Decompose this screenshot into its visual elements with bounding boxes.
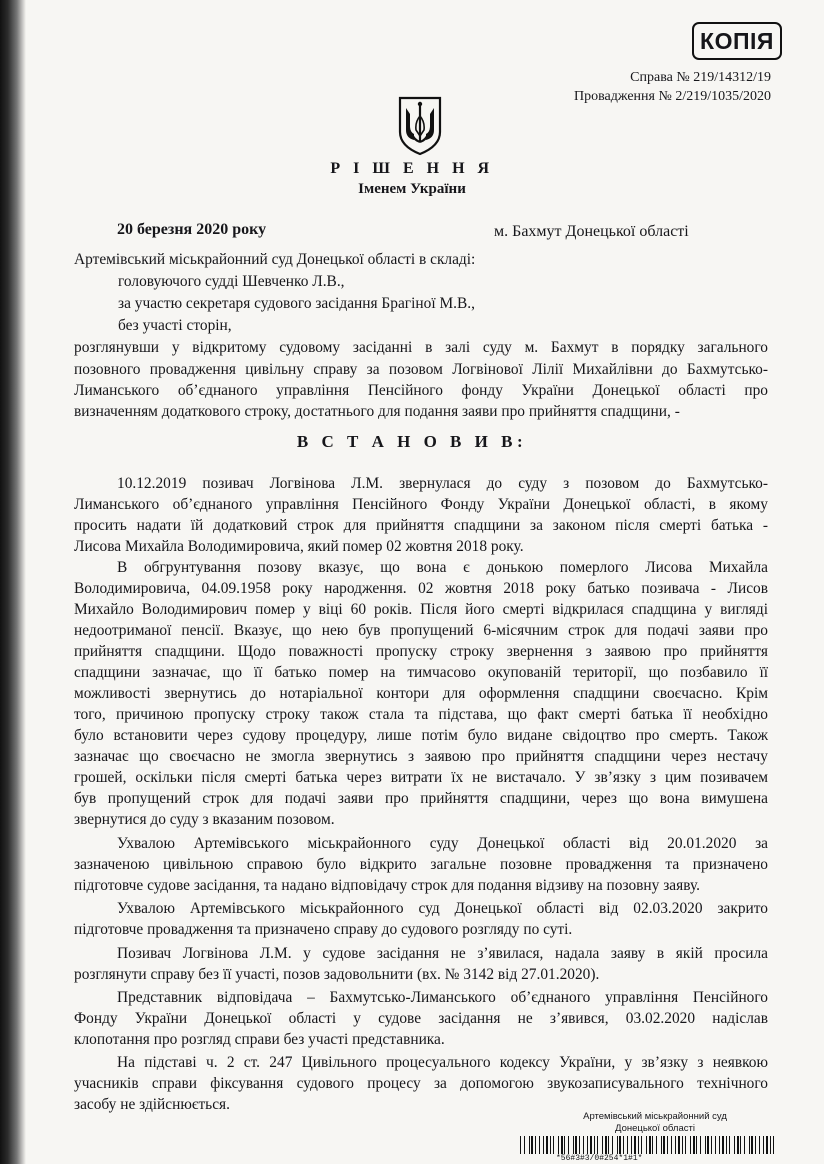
footer-court-line: Донецької області [615, 1123, 695, 1134]
body-line: підготовче судове засідання, та надано відповідачу строк для подання відзиву на позовну заяву. [74, 877, 700, 894]
body-line: грошей, оскільки після смерті батька через витрати їх не вистачало. У зв’язку з цим позивачем [74, 769, 768, 786]
proceeding-number: Провадження № 2/219/1035/2020 [573, 89, 771, 104]
intro-line: Артемівський міськрайонний суд Донецької області в складі: [74, 251, 476, 268]
intro-line: визначенням додаткового строку, достатнього для подання заяви про прийняття спадщини, - [74, 403, 680, 420]
body-line: просить надати їй додатковий строк для прийняття спадщини за законом після смерті батька - [74, 517, 768, 534]
copy-stamp: КОПІЯ [692, 22, 782, 60]
body-line: Позивач Логвінова Л.М. у судове засідання не з’явилася, надала заяву в якій просила [117, 945, 768, 962]
body-line: На підставі ч. 2 ст. 247 Цивільного процесуального кодексу України, у зв’язку з неявкою [117, 1054, 768, 1071]
body-line: Лисова Михайла Володимировича, який помер 02 жовтня 2018 року. [74, 538, 524, 555]
body-line: В обгрунтування позову вказує, що вона є донькою померлого Лисова Михайла [117, 559, 768, 576]
footer-court-line: Артемівський міськрайонний суд [583, 1111, 727, 1122]
body-line: зазначає що своєчасно не змогла звернутись з заявою про прийняття спадщини через нестачу [74, 748, 768, 765]
body-line: був пропущений строк для подачі заяви про прийняття спадщини, через що вона вимушена [74, 790, 768, 807]
body-line: Володимировича, 04.09.1958 року народження. 02 жовтня 2018 року батько позивача - Лисов [74, 580, 768, 597]
barcode-icon [520, 1136, 776, 1154]
decision-city: м. Бахмут Донецької області [494, 223, 689, 240]
body-line: Представник відповідача – Бахмутсько-Лиманського об’єднаного управління Пенсійного [117, 989, 768, 1006]
body-line: недоотриманої пенсії. Вказує, що нею був пропущений 6-місячним строк для подачі заяви про [74, 622, 768, 639]
body-line: було встановити через судову процедуру, лише потім було видане свідоцтво про смерть. Також [74, 727, 768, 744]
document-subtitle: Іменем України [358, 181, 466, 197]
body-line: клопотання про розгляд справи без участі представника. [74, 1031, 445, 1048]
intro-line: розглянувши у відкритому судовому засіданні в залі суду м. Бахмут в порядку загального [74, 339, 768, 356]
body-line: Лиманського об’єднаного управління Пенсійного Фонду України Донецької області, в якому [74, 496, 768, 513]
body-line: прийняття спадщини. Щодо поважності пропуску строку звернення з заявою про прийняття [74, 643, 768, 660]
body-line: спадщини зазначає, що її батько помер на тимчасово окупованій території, що позбавило її [74, 664, 768, 681]
body-line: Ухвалою Артемівського міськрайонного суд Донецької області від 02.03.2020 закрито [117, 900, 768, 917]
body-line: того, причиною пропуску строку також стала та підстава, що факт смерті батька її необхідно [74, 706, 768, 723]
body-line: зазначеною цивільною справою було відкрито загальне позовне провадження та призначено [74, 856, 768, 873]
intro-line: без участі сторін, [118, 317, 232, 334]
body-line: підготовче провадження та призначено справу до судового розгляду по суті. [74, 921, 573, 938]
body-line: можливості звернутись до нотаріальної контори для оформлення спадщини своєчасно. Крім [74, 685, 768, 702]
body-line: засобу не здійснюється. [74, 1096, 230, 1113]
body-line: учасників справи фіксування судового процесу за допомогою звукозаписувального технічного [74, 1075, 768, 1092]
barcode-number: *56#3#3/0#254*1#1* [556, 1154, 643, 1163]
intro-line: головуючого судді Шевченко Л.В., [118, 273, 345, 290]
body-line: розглянути справу без її участі, позов задовольнити (вх. № 3142 від 27.01.2020). [74, 966, 600, 983]
decision-date: 20 березня 2020 року [117, 221, 267, 238]
document-title: Р І Ш Е Н Н Я [330, 160, 494, 177]
intro-line: за участю секретаря судового засідання Брагіної М.В., [118, 295, 475, 312]
case-info [574, 68, 771, 106]
intro-line: Лиманського об’єднаного управління Пенсійного фонду України Донецької області про [74, 382, 768, 399]
body-line: звернутися до суду з вказаним позовом. [74, 811, 335, 828]
case-number: Справа № 219/14312/19 [630, 70, 771, 85]
intro-line: позовного провадження цивільну справу за позовом Логвінової Лілії Михайлівни до Бахмутсько- [74, 361, 768, 378]
body-line: Михайло Володимирович помер у віці 60 років. Після його смерті відкрилася спадщина у вигляді [74, 601, 768, 618]
body-line: Фонду України Донецької області у судове засідання не з’явився, 03.02.2020 надіслав [74, 1010, 768, 1027]
section-heading: В С Т А Н О В И В: [296, 432, 528, 451]
body-line: Ухвалою Артемівського міськрайонного суду Донецької області від 20.01.2020 за [117, 835, 768, 852]
footer-court-label [560, 1111, 750, 1135]
body-line: 10.12.2019 позивач Логвінова Л.М. звернулася до суду з позовом до Бахмутсько- [117, 475, 768, 492]
coat-of-arms-icon [397, 96, 443, 156]
